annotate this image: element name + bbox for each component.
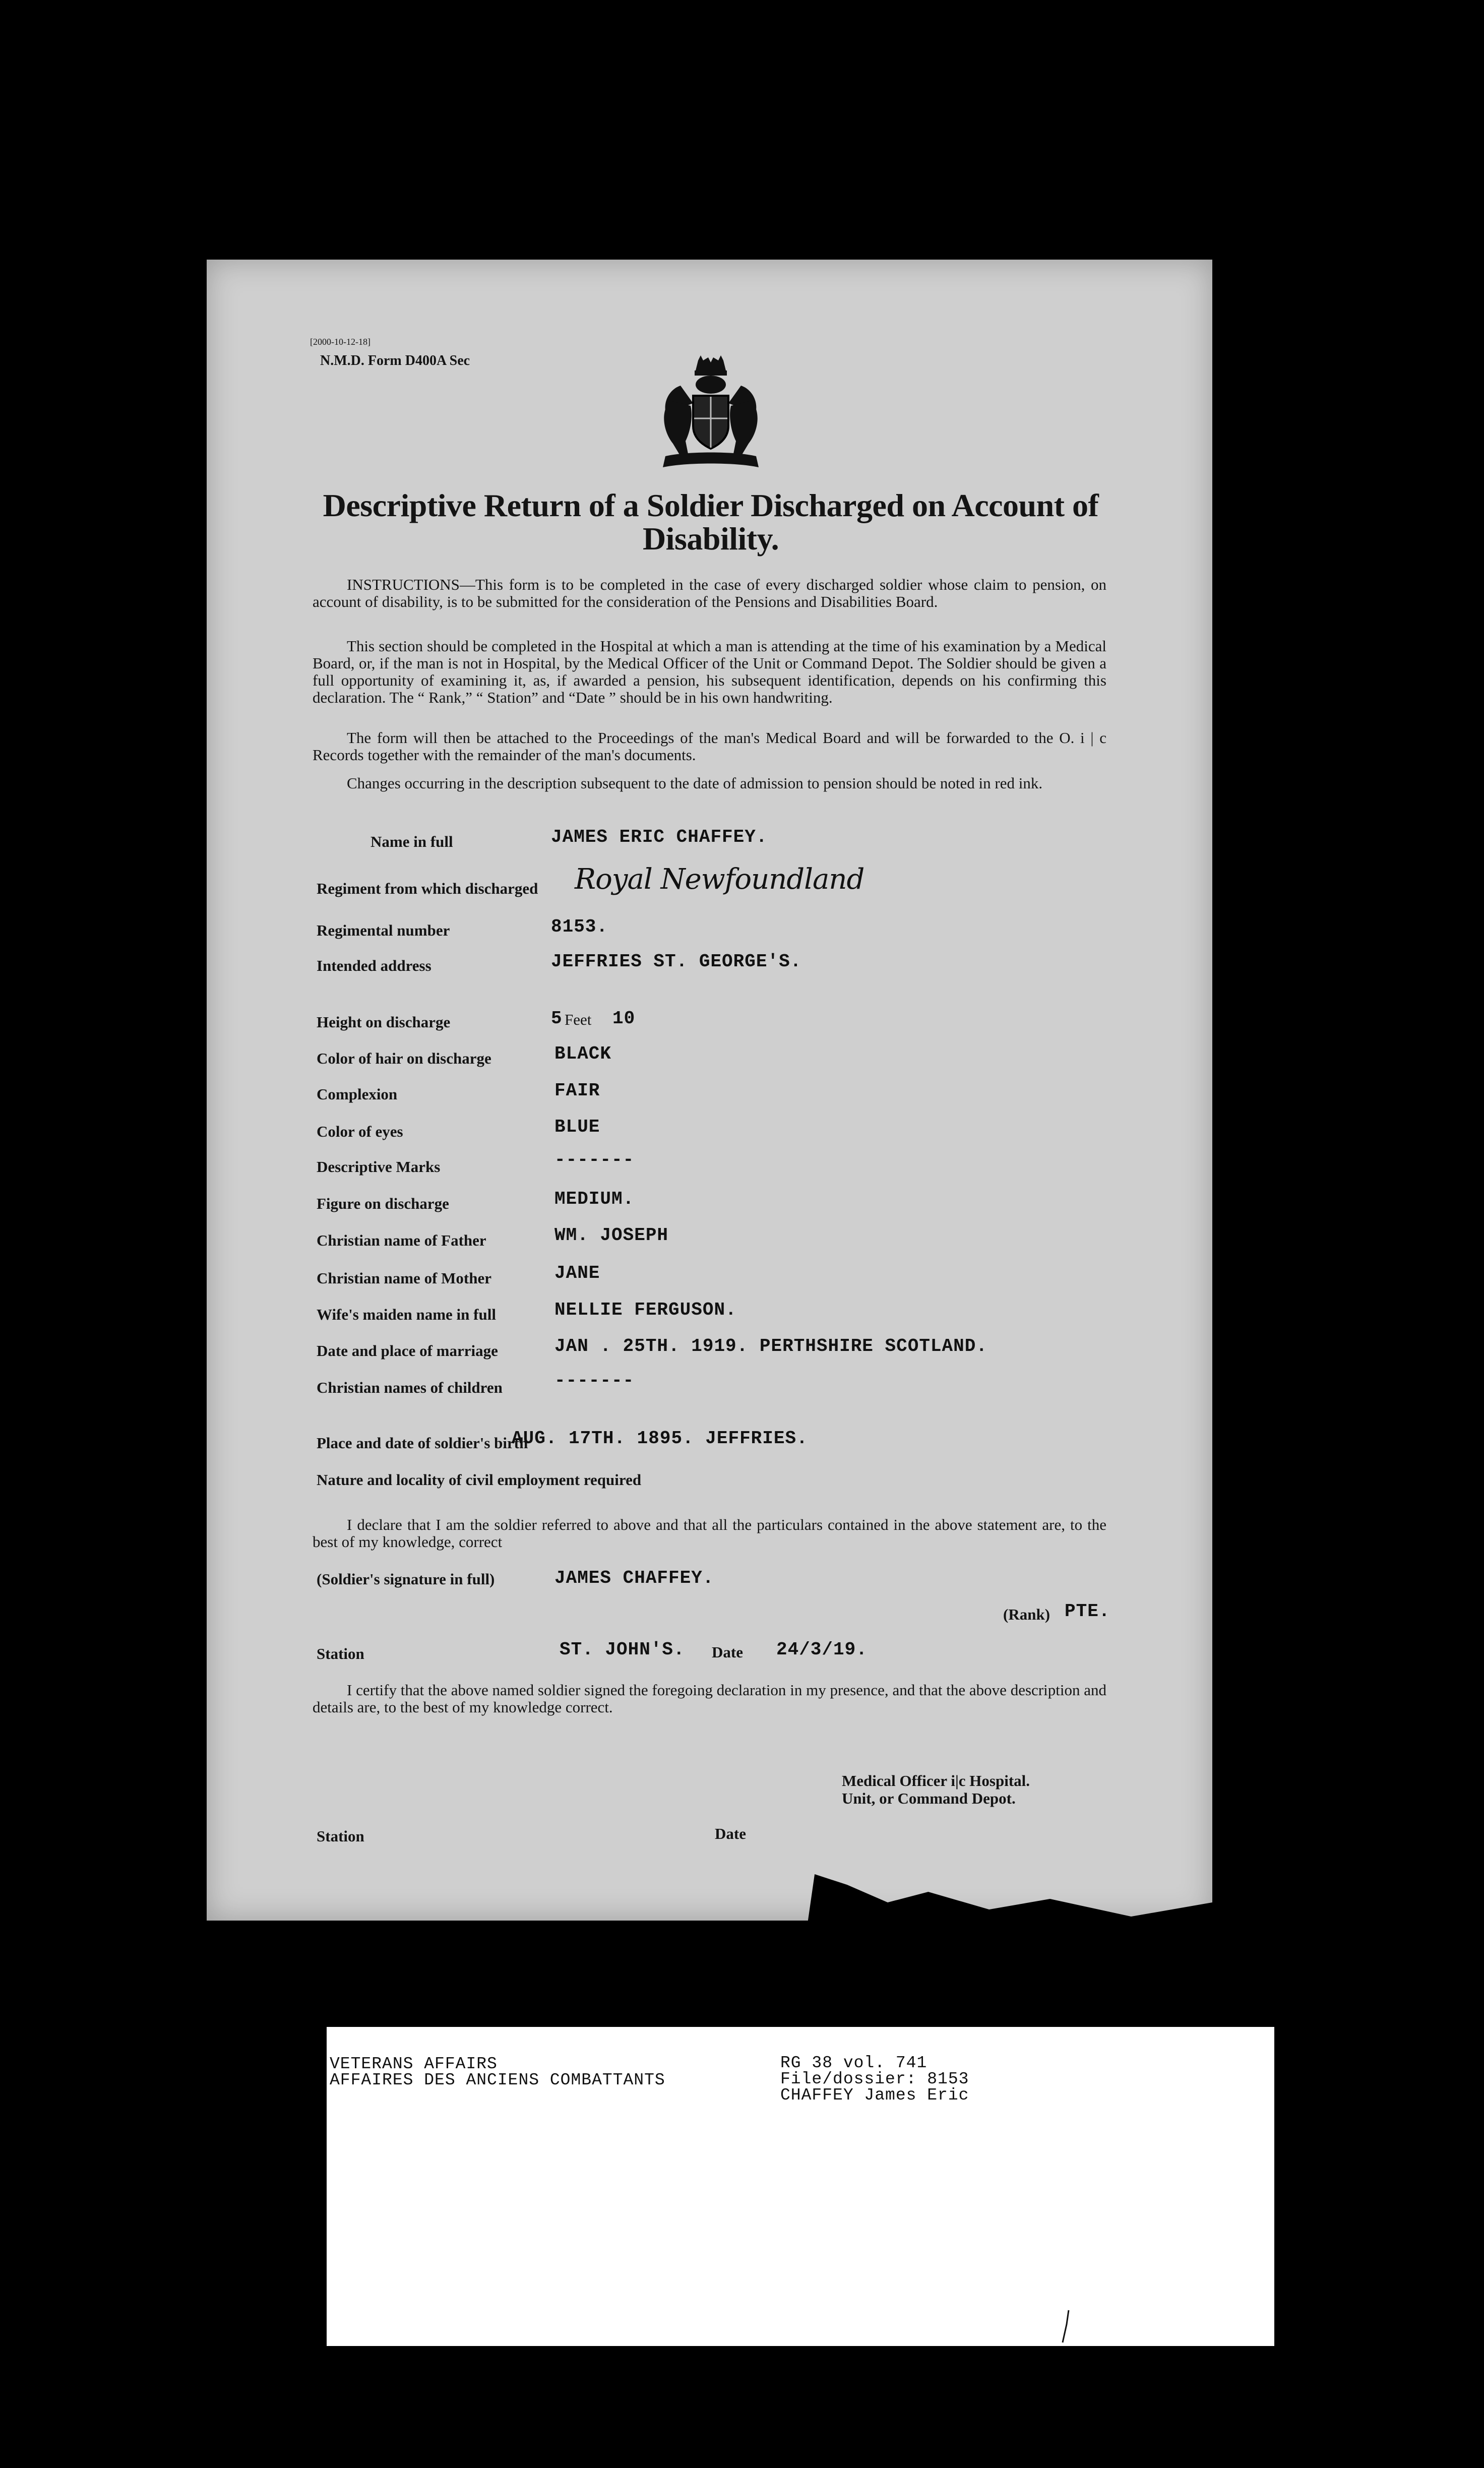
regiment-value: Royal Newfoundland [575, 863, 864, 896]
height-feet-value: 5 [551, 1008, 563, 1029]
instructions-paragraph-1: INSTRUCTIONS—This form is to be completed in the case of every discharged soldier whose claim to pension, on account of disability, is to be submitted for the consideration of the Pensions and Disabilities Board. [313, 576, 1106, 610]
archive-line1-right: RG 38 vol. 741 [780, 2054, 928, 2072]
archive-line3-right: CHAFFEY James Eric [780, 2086, 969, 2105]
complexion-value: FAIR [554, 1080, 600, 1101]
form-number: N.M.D. Form D400A Sec [320, 353, 470, 368]
regimental-number-value: 8153. [551, 916, 608, 937]
date-label: Date [712, 1643, 743, 1661]
name-value: JAMES ERIC CHAFFEY. [551, 827, 768, 847]
children-names-value: ------- [554, 1370, 635, 1391]
mother-name-label: Christian name of Mother [317, 1269, 491, 1287]
eye-color-value: BLUE [554, 1117, 600, 1137]
birth-value: AUG. 17TH. 1895. JEFFRIES. [512, 1428, 808, 1449]
height-label: Height on discharge [317, 1013, 451, 1031]
wife-maiden-name-value: NELLIE FERGUSON. [554, 1300, 737, 1320]
descriptive-marks-value: ------- [554, 1149, 635, 1170]
signature-value: JAMES CHAFFEY. [554, 1568, 714, 1588]
station-label: Station [317, 1645, 364, 1662]
wife-maiden-name-label: Wife's maiden name in full [317, 1306, 496, 1323]
station-value: ST. JOHN'S. [560, 1639, 685, 1660]
complexion-label: Complexion [317, 1085, 398, 1103]
eye-color-label: Color of eyes [317, 1123, 403, 1140]
instructions-paragraph-3: The form will then be attached to the Proceedings of the man's Medical Board and will be forwarded to the O. i | c Records together with the remainder of the man's documents. [313, 729, 1106, 764]
figure-label: Figure on discharge [317, 1195, 449, 1212]
rank-label: (Rank) [1003, 1606, 1050, 1623]
date-label-2: Date [715, 1825, 746, 1842]
regimental-number-label: Regimental number [317, 921, 450, 939]
signature-label: (Soldier's signature in full) [317, 1570, 495, 1588]
date-value: 24/3/19. [776, 1639, 868, 1660]
intended-address-label: Intended address [317, 957, 431, 974]
form-title: Descriptive Return of a Soldier Discharged on Account of Disability. [323, 487, 1099, 557]
archive-label-card [327, 2027, 1274, 2346]
rank-value: PTE. [1065, 1601, 1110, 1622]
children-names-label: Christian names of children [317, 1379, 503, 1396]
hair-color-label: Color of hair on discharge [317, 1050, 491, 1067]
marriage-value: JAN . 25TH. 1919. PERTHSHIRE SCOTLAND. [554, 1336, 987, 1356]
medical-officer-line2: Unit, or Command Depot. [842, 1790, 1016, 1807]
declaration-text: I declare that I am the soldier referred to above and that all the particulars contained in the above statement are, to the best of my knowledge, correct [313, 1516, 1106, 1551]
medical-officer-line1: Medical Officer i|c Hospital. [842, 1772, 1030, 1790]
father-name-label: Christian name of Father [317, 1231, 486, 1249]
intended-address-value: JEFFRIES ST. GEORGE'S. [551, 951, 802, 972]
descriptive-marks-label: Descriptive Marks [317, 1158, 441, 1176]
name-label: Name in full [370, 833, 453, 850]
mother-name-value: JANE [554, 1263, 600, 1283]
hair-color-value: BLACK [554, 1043, 612, 1064]
archive-line1-left: VETERANS AFFAIRS [330, 2055, 498, 2073]
instructions-paragraph-4: Changes occurring in the description subsequent to the date of admission to pension should be noted in red ink. [347, 774, 1043, 792]
pen-mark-icon [1058, 2309, 1073, 2344]
instructions-paragraph-2: This section should be completed in the Hospital at which a man is attending at the time of his examination by a Medical Board, or, if the man is not in Hospital, by the Medical Officer of the Unit or Command Depot. The Soldier should be given a full opportunity of examining it, as, if awarded a pension, his subsequent identification, depends on his confirming this declaration. The “ Rank,” “ Station” and “Date ” should be in his own handwriting. [313, 637, 1106, 706]
marriage-label: Date and place of marriage [317, 1342, 498, 1360]
father-name-value: WM. JOSEPH [554, 1225, 669, 1246]
figure-value: MEDIUM. [554, 1189, 635, 1209]
height-feet-word: Feet [565, 1011, 592, 1028]
birth-label: Place and date of soldier's birth [317, 1434, 528, 1452]
print-code: [2000-10-12-18] [310, 337, 370, 347]
coat-of-arms-icon [650, 355, 771, 469]
regiment-label: Regiment from which discharged [317, 880, 538, 897]
height-inches-value: 10 [612, 1008, 636, 1029]
employment-label: Nature and locality of civil employment required [317, 1471, 642, 1489]
archive-line2-right: File/dossier: 8153 [780, 2070, 969, 2088]
station-label-2: Station [317, 1827, 364, 1845]
certification-text: I certify that the above named soldier signed the foregoing declaration in my presence, and that the above description and details are, to the best of my knowledge correct. [313, 1681, 1106, 1716]
archive-line2-left: AFFAIRES DES ANCIENS COMBATTANTS [330, 2071, 665, 2089]
